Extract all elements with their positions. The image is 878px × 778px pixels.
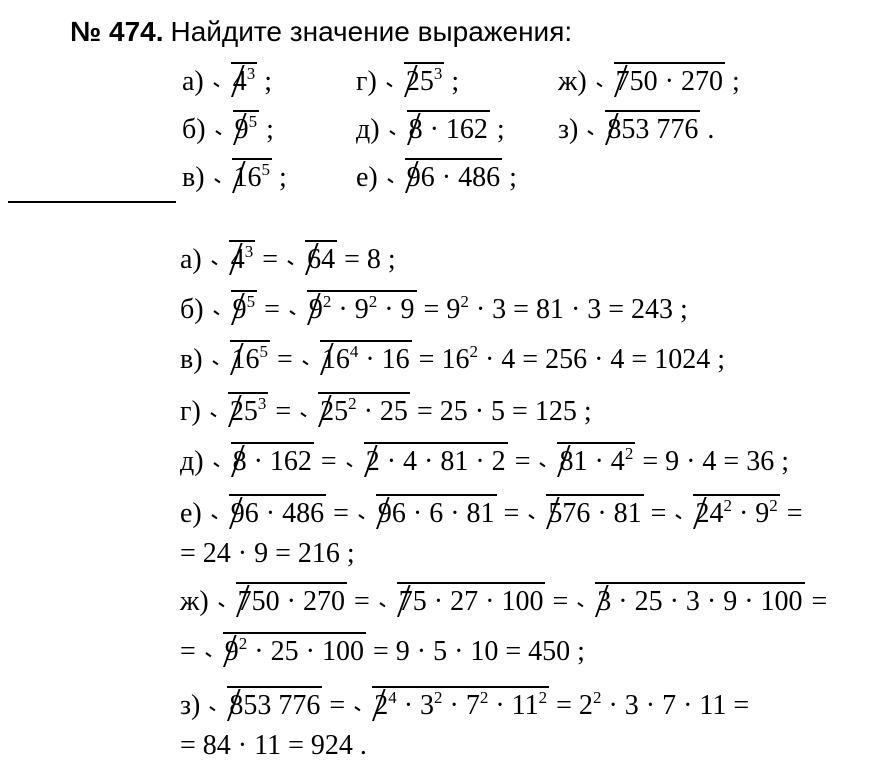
problem-b: б) $9^5$ ;: [182, 110, 274, 148]
solution-zh-cont: = $9^2 \cdot 25 \cdot 100 = 9 \cdot 5 \cdot 10 = 450$ ;: [180, 632, 585, 670]
solution-zh: ж) 750 · 270 = 75 · 27 · 100 = 3 · 25 · 3 · 9 · 100 =: [180, 582, 827, 620]
solution-v: в) $16^5 = 16^4 \cdot 16 = 16^2 \cdot 4 = 256 \cdot 4 = 1024$ ;: [180, 340, 725, 378]
solution-z: з) 853 $776 = 2^4 \cdot 3^2 \cdot 7^2 \cdot 11^2 = 2^2 \cdot 3 \cdot 7 \cdot 11$ =: [180, 686, 749, 724]
task-header: [70, 14, 572, 51]
solution-a: а) $4^3 = 64 = 8$ ;: [180, 240, 396, 278]
solution-e-cont: = 24 · 9 = 216 ;: [180, 538, 355, 569]
task-number: № 474.: [70, 16, 164, 47]
task-title: Найдите значение выражения:: [170, 16, 573, 47]
problem-v: в) $16^5$ ;: [182, 158, 287, 196]
solution-b: б) $9^5 = 9^2 \cdot 9^2 \cdot 9 = 9^2 \cdot 3 = 81 \cdot 3 = 243$ ;: [180, 290, 688, 328]
problem-a: а) $4^3$ ;: [182, 62, 272, 100]
problem-g: г) $25^3$ ;: [356, 62, 459, 100]
problem-e: е) 96 · 486 ;: [356, 158, 517, 196]
problem-d: д) 8 · 162 ;: [356, 110, 505, 148]
solution-g: г) $25^3 = 25^2 \cdot 25 = 25 \cdot 5 = 125$ ;: [180, 392, 592, 430]
divider-line: [8, 201, 176, 203]
problem-zh: ж) 750 · 270 ;: [558, 62, 740, 100]
solution-d: д) $8 \cdot 162 = 2 \cdot 4 \cdot 81 \cdot 2 = 81 \cdot 4^2 = 9 \cdot 4 = 36$ ;: [180, 442, 789, 480]
solution-e: е) $96 \cdot 486 = 96 \cdot 6 \cdot 81 = 576 \cdot 81 = 24^2 \cdot 9^2$ =: [180, 494, 803, 532]
solution-z-cont: = 84 · 11 = 924 .: [180, 730, 367, 761]
problem-z: з) 853 776 .: [558, 110, 714, 148]
